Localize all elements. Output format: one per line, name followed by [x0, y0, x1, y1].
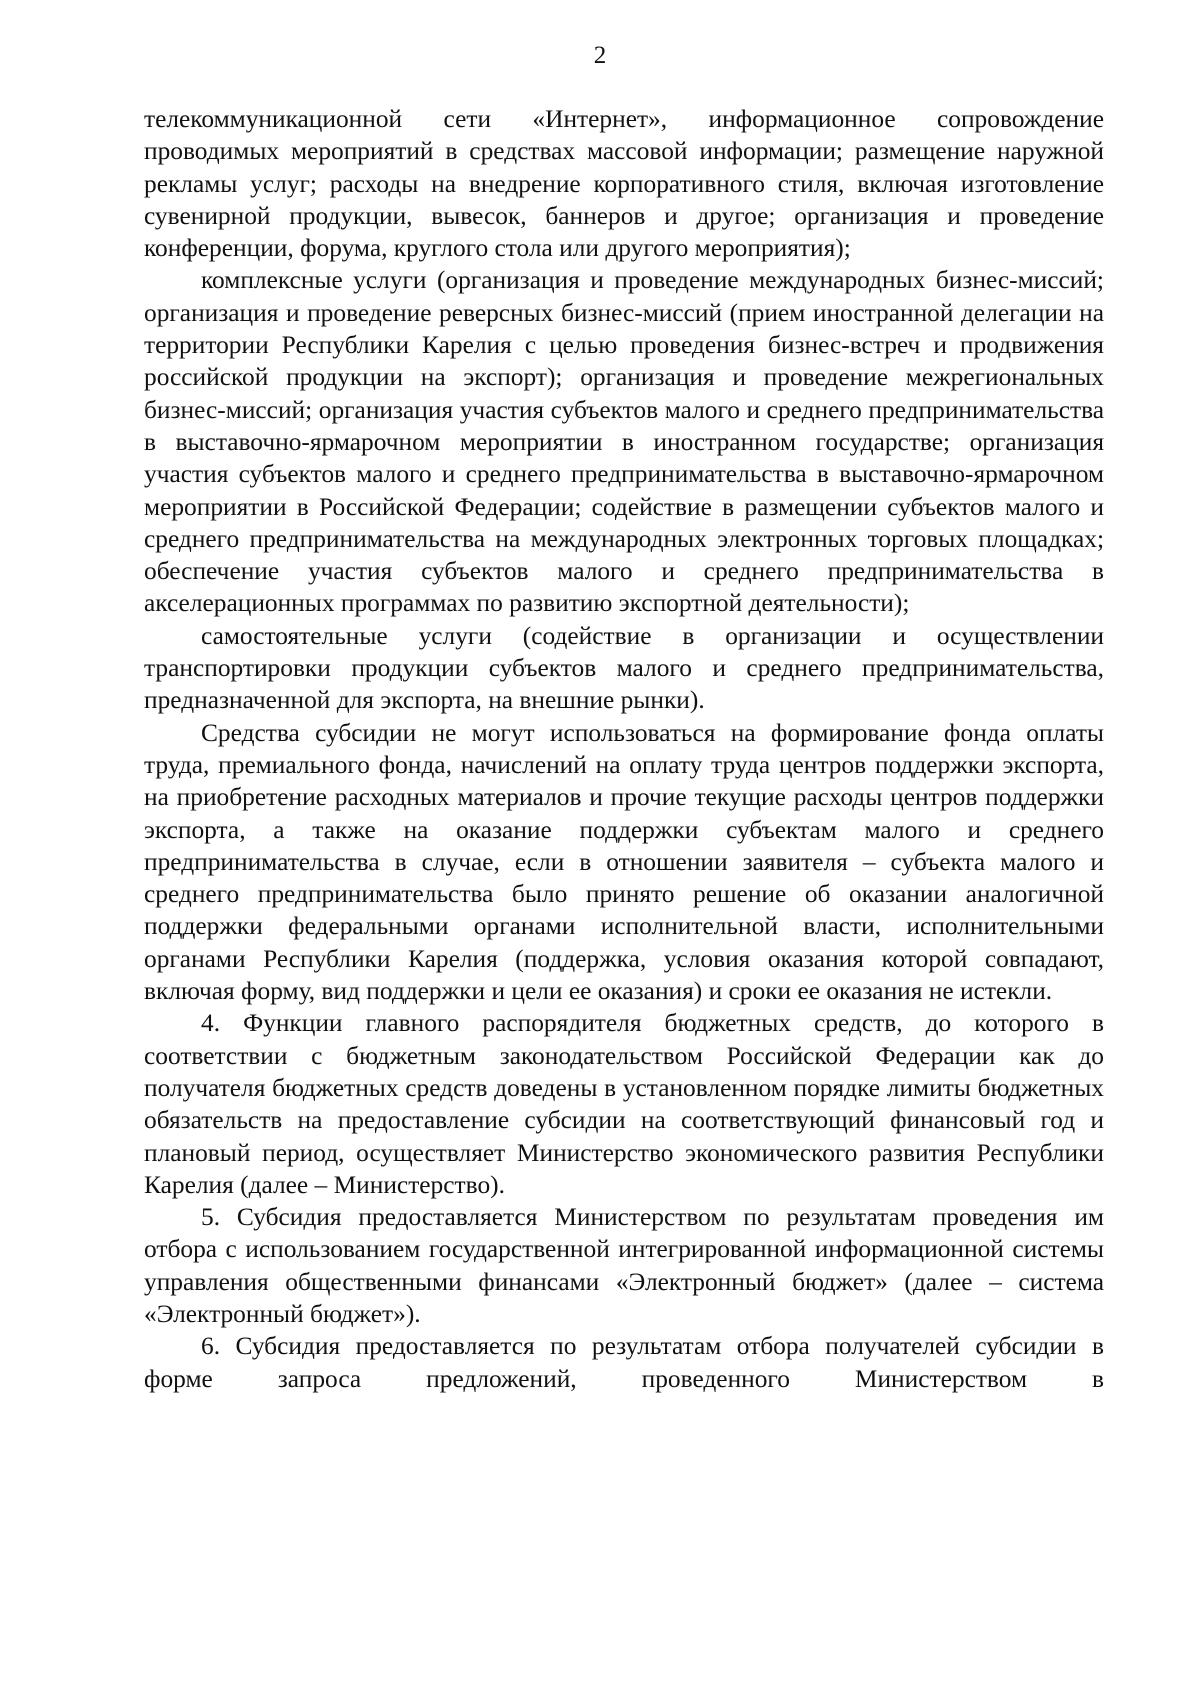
page-number: 2	[593, 42, 607, 69]
paragraph-6: 5. Субсидия предоставляется Министерством по результатам проведения им отбора с использованием государственной интегрированной информационной системы управления общественными финансами «Электронный бюджет» (далее – система «Электронный бюджет»).	[144, 1203, 1104, 1328]
paragraph-2: комплексные услуги (организация и проведение международных бизнес-миссий; организация и проведение реверсных бизнес-миссий (прием иностранной делегации на территории Республики Карелия с целью проведения бизнес-встреч и продвижения российской продукции на экспорт); организация и проведение межрегиональных бизнес-миссий; организация участия субъектов малого и среднего предпринимательства в выставочно-ярмарочном мероприятии в иностранном государстве; организация участия субъектов малого и среднего предпринимательства в выставочно-ярмарочном мероприятии в Российской Федерации; содействие в размещении субъектов малого и среднего предпринимательства на международных электронных торговых площадках; обеспечение участия субъектов малого и среднего предпринимательства в акселерационных программах по развитию экспортной деятельности);	[144, 266, 1104, 618]
paragraph-1: телекоммуникационной сети «Интернет», информационное сопровождение проводимых мероприятий в средствах массовой информации; размещение наружной рекламы услуг; расходы на внедрение корпоративного стиля, включая изготовление сувенирной продукции, вывесок, баннеров и другое; организация и проведение конференции, форума, круглого стола или другого мероприятия);	[144, 105, 1104, 263]
paragraph-4: Средства субсидии не могут использоваться на формирование фонда оплаты труда, премиального фонда, начислений на оплату труда центров поддержки экспорта, на приобретение расходных материалов и прочие текущие расходы центров поддержки экспорта, а также на оказание поддержки субъектам малого и среднего предпринимательства в случае, если в отношении заявителя – субъекта малого и среднего предпринимательства было принято решение об оказании аналогичной поддержки федеральными органами исполнительной власти, исполнительными органами Республики Карелия (поддержка, условия оказания которой совпадают, включая форму, вид поддержки и цели ее оказания) и сроки ее оказания не истекли.	[144, 718, 1104, 1006]
document-body	[144, 103, 1104, 1395]
paragraph-5: 4. Функции главного распорядителя бюджетных средств, до которого в соответствии с бюджетным законодательством Российской Федерации как до получателя бюджетных средств доведены в установленном порядке лимиты бюджетных обязательств на предоставление субсидии на соответствующий финансовый год и плановый период, осуществляет Министерство экономического развития Республики Карелия (далее – Министерство).	[144, 1009, 1104, 1199]
paragraph-3: самостоятельные услуги (содействие в организации и осуществлении транспортировки продукции субъектов малого и среднего предпринимательства, предназначенной для экспорта, на внешние рынки).	[144, 621, 1104, 715]
paragraph-7: 6. Субсидия предоставляется по результатам отбора получателей субсидии в форме запроса предложений, проведенного Министерством в	[144, 1332, 1104, 1393]
